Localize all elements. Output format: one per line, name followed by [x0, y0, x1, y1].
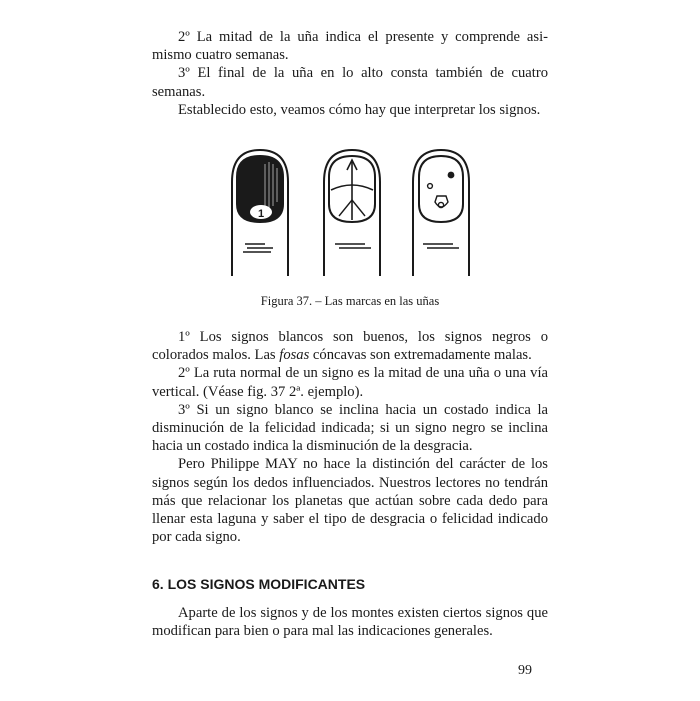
top-text-block [152, 28, 548, 119]
section-heading: 6. LOS SIGNOS MODIFICANTES [152, 576, 366, 592]
rule-paragraph-may: Pero Philippe MAY no hace la distinción del carácter de los signos según los dedos influenciados. Nuestros lectores no tendrán más que relacionar los planetas que actúan sobre cada dedo para llenar esta laguna y saber el tipo de desgracia o felicidad indicado por cada signo. [152, 456, 548, 546]
rule-item-1 [152, 328, 548, 364]
figure-caption: Figura 37. – Las marcas en las uñas [260, 294, 440, 308]
paragraph-nail-end: 3º El final de la uña en lo alto consta también de cuatro semanas. [152, 65, 548, 100]
finger-2-illustration [324, 150, 380, 276]
paragraph-interpret: Establecido esto, veamos cómo hay que interpretar los signos. [178, 101, 541, 118]
rule-item-1-emphasis: fosas [279, 347, 310, 364]
rule-item-2: 2º La ruta normal de un signo es la mitad de una uña o una vía vertical. (Véase fig. 37 2ª. ejemplo). [152, 365, 548, 400]
finger-3-illustration [413, 150, 469, 276]
rule-item-3: 3º Si un signo blanco se inclina hacia un costado indica la disminución de la felicidad indicada; si un signo negro se inclina hacia un costado indica la disminución de la desgracia. [152, 401, 548, 455]
sign-rules-block [152, 328, 548, 546]
closing-text-block [152, 604, 548, 640]
page-number: 99 [518, 663, 532, 678]
rule-item-1-start: 1º Los signos blancos son buenos, los signos negros o colorados malos. Las [152, 329, 548, 364]
rule-item-1-end: cóncavas son extremadamente malas. [309, 347, 532, 364]
closing-paragraph: Aparte de los signos y de los montes existen ciertos signos que modifican para bien o para mal las indicaciones generales. [152, 605, 548, 640]
paragraph-nail-middle: 2º La mitad de la uña indica el presente y comprende asi-mismo cuatro semanas. [152, 29, 548, 64]
nail-1-mark-label: 1 [257, 208, 265, 220]
nail-marks-figure [215, 142, 485, 276]
